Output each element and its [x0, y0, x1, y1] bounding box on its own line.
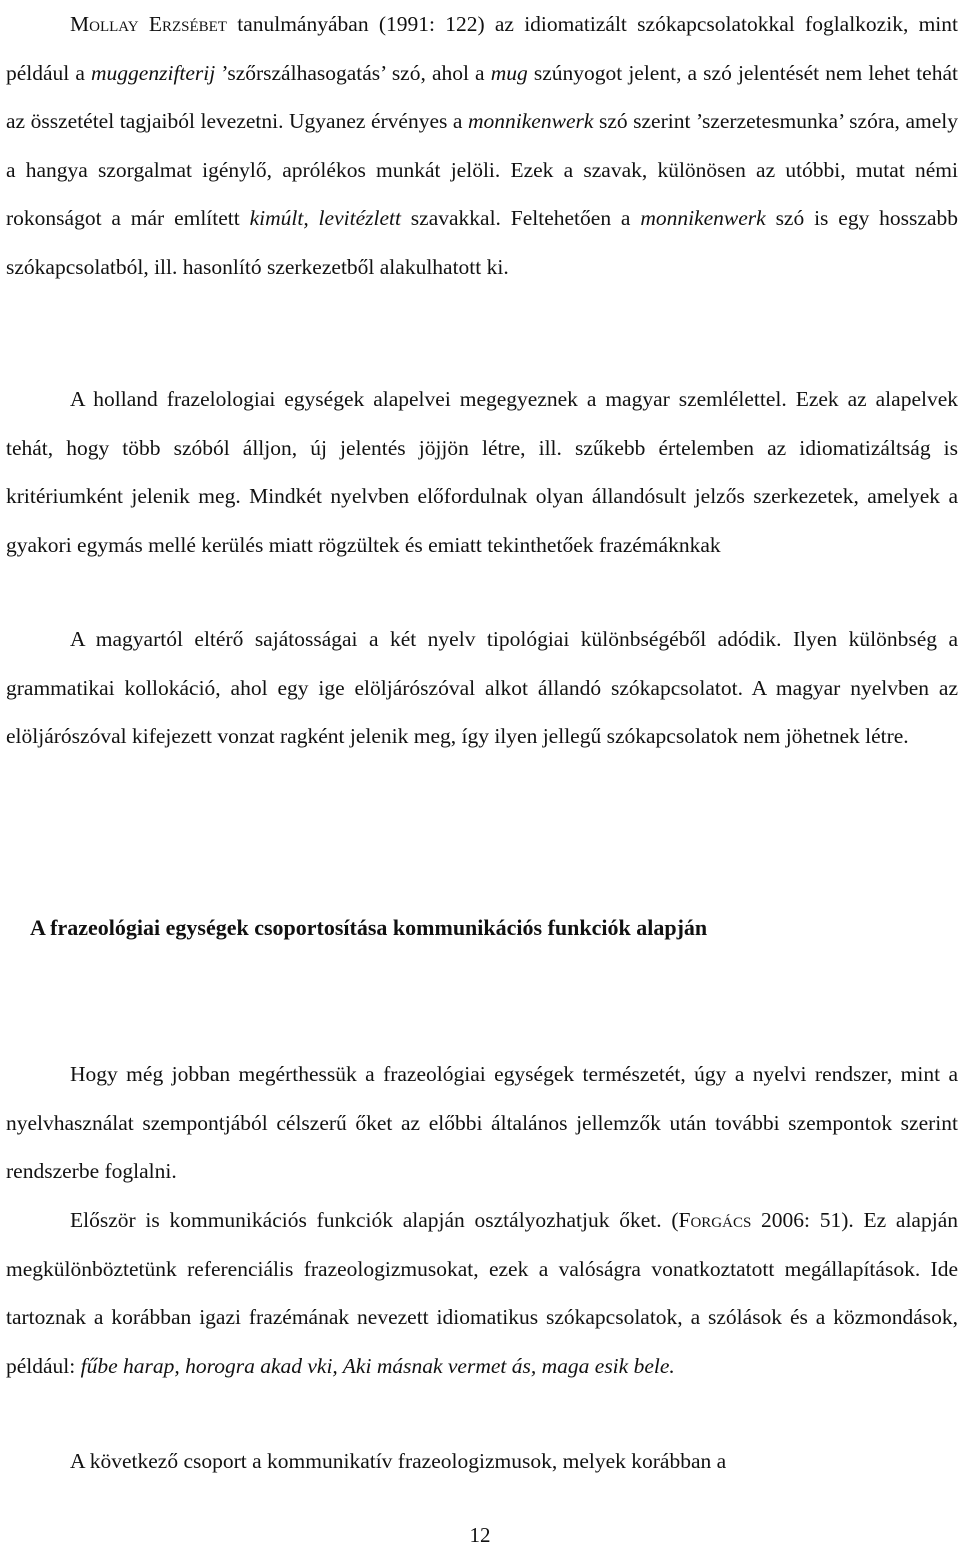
paragraph-text: szúnyogot jelent, a szó jelentését nem lehet tehát az összetétel tagjaiból levezetni. Ugyanez érvényes a — [6, 60, 958, 134]
paragraph-text: Először is kommunikációs funkciók alapján osztályozhatjuk őket. ( — [70, 1208, 679, 1232]
example-phrases: fűbe harap, horogra akad vki, Aki másnak vermet ás, maga esik bele. — [80, 1353, 675, 1378]
foreign-term: monnikenwerk — [468, 109, 594, 134]
foreign-term: muggenzifterij — [91, 60, 216, 85]
paragraph-mollay — [6, 0, 958, 292]
paragraph-text: 2006: 51). Ez alapján megkülönböztetünk referenciális frazeologizmusokat, ezek a valóságra vonatkoztatott megállapítások. Ide tartoznak a korábban igazi frazémának nevezett idiomatikus szókapcsolatok, a szólások és a közmondások, például: — [6, 1208, 958, 1378]
author-name: Mollay Erzsébet — [70, 12, 227, 36]
page-number: 12 — [469, 1523, 491, 1547]
author-name: Forgács — [678, 1208, 752, 1232]
paragraph-text: tanulmányában (1991: 122) az idiomatizált szókapcsolatokkal foglalkozik, mint például a — [6, 12, 958, 85]
paragraph-text: szó is egy hosszabb szókapcsolatból, ill. hasonlító szerkezetből alakulhatott ki. — [6, 206, 958, 279]
paragraph-intro: Hogy még jobban megérthessük a frazeológiai egységek természetét, úgy a nyelvi rendszer, mint a nyelvhasználat szempontjából célszerű őket az előbbi általános jellemzők után további szempontok szerint rendszerbe foglalni. — [6, 1062, 958, 1184]
foreign-term: monnikenwerk — [640, 206, 766, 231]
paragraph-text: szavakkal. Feltehetően a — [400, 206, 641, 231]
example-term: kimúlt, levitézlett — [249, 206, 401, 231]
foreign-term: mug — [490, 60, 528, 85]
paragraph-holland: A holland frazelologiai egységek alapelvei megegyeznek a magyar szemlélettel. Ezek az alapelvek tehát, hogy több szóból álljon, új jelentés jöjjön létre, ill. szűkebb értelemben az idiomatizáltság is kritériumként jelenik meg. Mindkét nyelvben előfordulnak olyan állandósult jelzős szerkezetek, amelyek a gyakori egymás mellé kerülés miatt rögzültek és emiatt tekinthetőek frazémáknkak — [6, 387, 958, 557]
paragraph-communicative — [6, 1196, 958, 1390]
section-heading: A frazeológiai egységek csoportosítása kommunikációs funkciók alapján — [30, 915, 708, 940]
paragraph-next: A következő csoport a kommunikatív frazeologizmusok, melyek korábban a — [70, 1449, 727, 1473]
document-page — [6, 0, 958, 1554]
paragraph-typology: A magyartól eltérő sajátosságai a két nyelv tipológiai különbségéből adódik. Ilyen különbség a grammatikai kollokáció, ahol egy ige elöljárószóval alkot állandó szókapcsolatot. A magyar nyelvben az elöljárószóval kifejezett vonzat ragként jelenik meg, így ilyen jellegű szókapcsolatok nem jöhetnek létre. — [6, 627, 958, 749]
paragraph-text: ’szőrszálhasogatás’ szó, ahol a — [215, 60, 491, 85]
paragraph-text: szó szerint ’szerzetesmunka’ szóra, amely a hangya szorgalmat igénylő, aprólékos munkát jelöli. Ezek a szavak, különösen az utóbbi, mutat némi rokonságot a már említett — [6, 109, 958, 231]
